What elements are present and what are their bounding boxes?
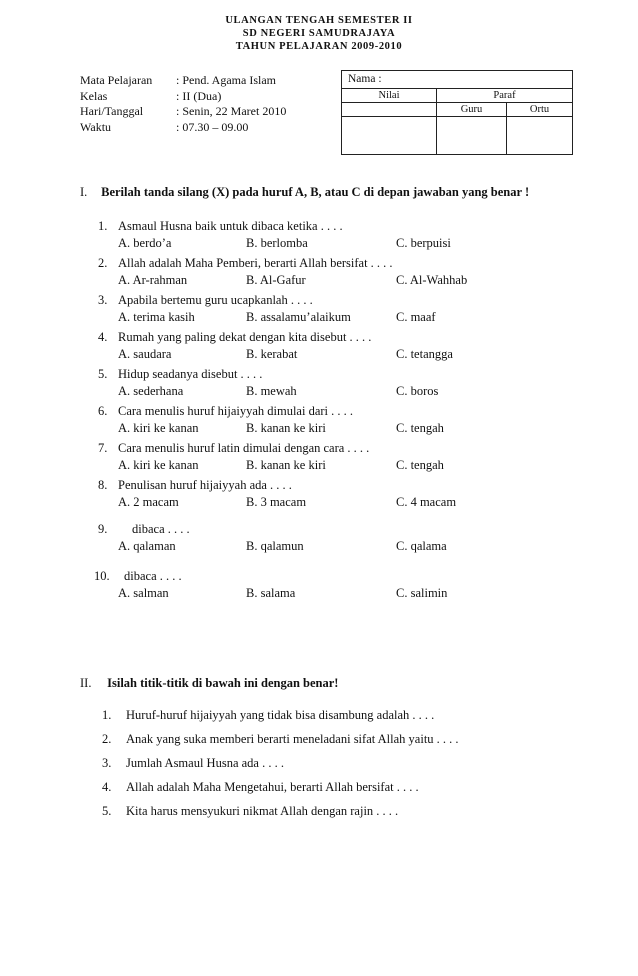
option-a[interactable]: A. kiri ke kanan (118, 421, 199, 435)
question-8 (98, 477, 578, 511)
question-text: dibaca . . . . (124, 569, 182, 583)
ortu-sign-cell[interactable] (507, 117, 572, 154)
option-c[interactable]: C. boros (396, 384, 439, 398)
guru-header: Guru (437, 103, 507, 116)
option-c[interactable]: C. maaf (396, 310, 436, 324)
grade-subheader-row (342, 103, 572, 117)
paraf-header: Paraf (493, 90, 516, 101)
question-number: 4. (98, 330, 108, 344)
info-value: : Pend. Agama Islam (176, 73, 276, 87)
fill-number: 4. (102, 780, 112, 794)
question-6 (98, 403, 578, 437)
question-3 (98, 292, 578, 326)
question-number: 9. (98, 522, 108, 536)
option-c[interactable]: C. berpuisi (396, 236, 451, 250)
academic-year: TAHUN PELAJARAN 2009-2010 (235, 41, 403, 52)
option-a[interactable]: A. Ar-rahman (118, 273, 188, 287)
question-number: 10. (94, 569, 110, 583)
info-row-subject (80, 73, 336, 89)
option-b[interactable]: B. berlomba (246, 236, 308, 250)
fill-item-5[interactable] (102, 804, 582, 819)
name-field[interactable] (342, 71, 572, 89)
question-text: Rumah yang paling dekat dengan kita disebut . . . . (118, 330, 372, 344)
exam-info (80, 73, 336, 135)
info-label: Kelas (80, 88, 108, 103)
grade-body-row (342, 117, 572, 154)
info-label: Hari/Tanggal (80, 104, 144, 118)
question-text: Asmaul Husna baik untuk dibaca ketika . . . . (118, 219, 343, 233)
question-text: Cara menulis huruf latin dimulai dengan cara . . . . (118, 441, 370, 455)
option-a[interactable]: A. qalaman (118, 539, 176, 553)
question-number: 8. (98, 478, 108, 492)
option-a[interactable]: A. terima kasih (118, 310, 195, 324)
info-row-time (80, 120, 336, 136)
section-1-roman: I. (80, 185, 88, 199)
option-b[interactable]: B. assalamu’alaikum (246, 310, 351, 324)
option-c[interactable]: C. Al-Wahhab (396, 273, 468, 287)
question-text: dibaca . . . . (132, 522, 190, 536)
option-a[interactable]: A. 2 macam (118, 495, 179, 509)
question-number: 5. (98, 367, 108, 381)
section-1-instruction: Berilah tanda silang (X) pada huruf A, B, atau C di depan jawaban yang benar ! (101, 185, 530, 199)
fill-number: 1. (102, 708, 112, 722)
option-a[interactable]: A. saudara (118, 347, 172, 361)
question-4 (98, 329, 578, 363)
question-7 (98, 440, 578, 474)
option-c[interactable]: C. qalama (396, 539, 447, 553)
fill-text: Allah adalah Maha Mengetahui, berarti Allah bersifat . . . . (126, 780, 419, 794)
name-grade-box (341, 70, 573, 155)
fill-item-4[interactable] (102, 780, 582, 795)
info-row-date (80, 104, 336, 120)
option-a[interactable]: A. berdo’a (118, 236, 172, 250)
info-value: : 07.30 – 09.00 (176, 119, 249, 134)
option-b[interactable]: B. kanan ke kiri (246, 458, 326, 472)
school-name: SD NEGERI SAMUDRAJAYA (242, 28, 396, 39)
option-b[interactable]: B. qalamun (246, 539, 304, 553)
question-number: 7. (98, 441, 108, 455)
option-b[interactable]: B. salama (246, 586, 296, 600)
fill-item-2[interactable] (102, 732, 582, 747)
fill-text: Kita harus mensyukuri nikmat Allah dengan rajin . . . . (126, 804, 399, 818)
option-c[interactable]: C. 4 macam (396, 495, 457, 509)
option-b[interactable]: B. 3 macam (246, 495, 307, 509)
ortu-header: Ortu (529, 104, 550, 115)
info-label: Mata Pelajaran (80, 73, 153, 87)
fill-text: Anak yang suka memberi berarti meneladani sifat Allah yaitu . . . . (126, 732, 459, 746)
fill-item-1[interactable] (102, 708, 582, 723)
info-value: : II (Dua) (176, 88, 222, 103)
nilai-header: Nilai (342, 89, 437, 102)
option-a[interactable]: A. salman (118, 586, 169, 600)
question-number: 3. (98, 293, 108, 307)
question-10 (94, 568, 574, 602)
question-text: Apabila bertemu guru ucapkanlah . . . . (118, 293, 313, 307)
name-label: Nama : (348, 73, 382, 85)
question-text: Allah adalah Maha Pemberi, berarti Allah bersifat . . . . (118, 256, 393, 270)
option-a[interactable]: A. kiri ke kanan (118, 458, 199, 472)
question-1 (98, 218, 578, 252)
question-text: Penulisan huruf hijaiyyah ada . . . . (118, 478, 292, 492)
fill-text: Huruf-huruf hijaiyyah yang tidak bisa disambung adalah . . . . (126, 708, 435, 722)
info-label: Waktu (80, 119, 112, 134)
option-b[interactable]: B. kanan ke kiri (246, 421, 326, 435)
nilai-cell[interactable] (342, 103, 437, 116)
fill-number: 3. (102, 756, 112, 770)
question-number: 6. (98, 404, 108, 418)
option-c[interactable]: C. tetangga (396, 347, 453, 361)
guru-sign-cell[interactable] (437, 117, 507, 154)
exam-header (0, 14, 638, 53)
section-2-instruction: Isilah titik-titik di bawah ini dengan benar! (107, 676, 339, 690)
question-number: 2. (98, 256, 108, 270)
fill-number: 2. (102, 732, 112, 746)
section-2-title (80, 676, 338, 691)
section-1-title (80, 185, 529, 200)
option-a[interactable]: A. sederhana (118, 384, 184, 398)
grade-header-row (342, 89, 572, 103)
question-text: Hidup seadanya disebut . . . . (118, 367, 263, 381)
nilai-value-cell[interactable] (342, 117, 437, 154)
question-2 (98, 255, 578, 289)
question-number: 1. (98, 219, 108, 233)
option-b[interactable]: B. mewah (246, 384, 297, 398)
question-text: Cara menulis huruf hijaiyyah dimulai dari . . . . (118, 404, 354, 418)
exam-title: ULANGAN TENGAH SEMESTER II (225, 15, 413, 26)
option-c[interactable]: C. salimin (396, 586, 448, 600)
fill-number: 5. (102, 804, 112, 818)
question-5 (98, 366, 578, 400)
option-b[interactable]: B. kerabat (246, 347, 298, 361)
fill-text: Jumlah Asmaul Husna ada . . . . (126, 756, 284, 770)
info-row-class (80, 89, 336, 105)
option-c[interactable]: C. tengah (396, 421, 444, 435)
section-2-roman: II. (80, 676, 92, 690)
question-9 (98, 521, 578, 555)
info-value: : Senin, 22 Maret 2010 (176, 104, 287, 118)
fill-item-3[interactable] (102, 756, 582, 771)
option-b[interactable]: B. Al-Gafur (246, 273, 306, 287)
option-c[interactable]: C. tengah (396, 458, 444, 472)
